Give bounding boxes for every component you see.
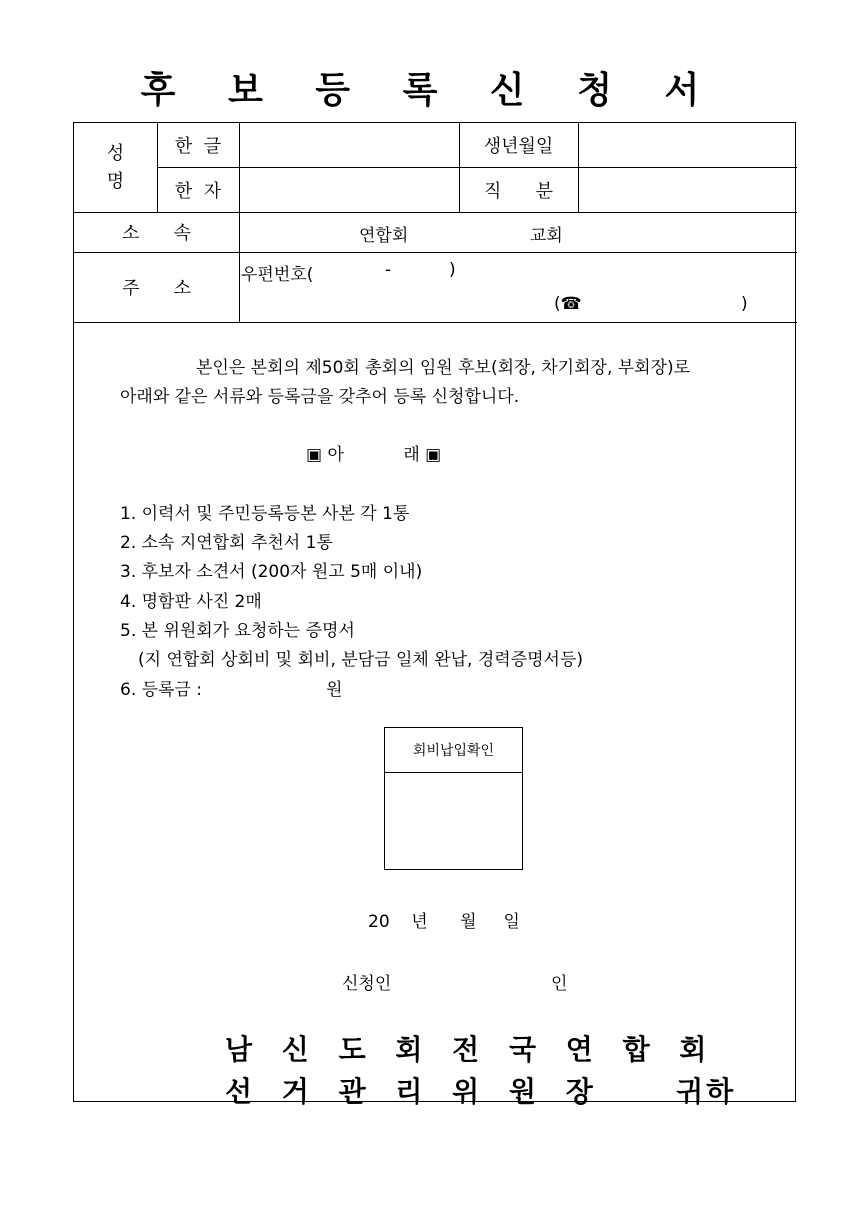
statement-line-1: 본인은 본회의 제50회 총회의 임원 후보(회장, 차기회장, 부회장)로 <box>196 358 691 378</box>
name-label-bottom: 명 <box>106 170 125 192</box>
recipient-line: 선 거 관 리 위 원 장 귀하 <box>225 1075 737 1108</box>
affiliation-label: 소 속 <box>121 223 192 244</box>
payment-confirmation-box <box>384 727 523 870</box>
notice-heading: ▣ 아 래 ▣ <box>306 445 442 465</box>
list-item: 5. 본 위원회가 요청하는 증명서 <box>120 621 355 641</box>
organization-name: 남 신 도 회 전 국 연 합 회 <box>225 1033 710 1066</box>
applicant-label: 신청인 <box>342 974 392 994</box>
hanja-label: 한 자 <box>174 180 222 202</box>
fee-unit: 원 <box>326 680 343 700</box>
list-item: 4. 명함판 사진 2매 <box>120 592 262 612</box>
address-field[interactable] <box>239 252 797 322</box>
statement-line-2: 아래와 같은 서류와 등록금을 갖추어 등록 신청합니다. <box>120 387 520 407</box>
date-line: 20 년 월 일 <box>368 912 520 932</box>
list-item: 3. 후보자 소견서 (200자 원고 5매 이내) <box>120 562 423 582</box>
seal-label: 인 <box>551 974 568 994</box>
payment-box-label: 회비납입확인 <box>385 728 522 773</box>
row-divider <box>74 322 797 323</box>
list-item: (지 연합회 상회비 및 회비, 분담금 일체 완납, 경력증명서등) <box>138 650 584 670</box>
name-label-top: 성 <box>106 142 125 164</box>
birth-label: 생년월일 <box>483 136 554 157</box>
phone-open: (☎ <box>554 294 582 314</box>
postal-code-dash: - <box>385 260 392 280</box>
list-item: 6. 등록금 : <box>120 680 203 700</box>
hangul-label: 한 글 <box>174 136 222 157</box>
church-label: 교회 <box>530 226 563 246</box>
phone-close: ) <box>741 294 748 314</box>
list-item: 1. 이력서 및 주민등록등본 사본 각 1통 <box>120 504 410 524</box>
position-label: 직 분 <box>483 180 554 202</box>
application-form <box>73 122 796 1102</box>
affiliation-field[interactable] <box>239 212 797 252</box>
form-title: 후 보 등 록 신 청 서 <box>140 69 720 111</box>
federation-label: 연합회 <box>359 226 409 246</box>
position-field[interactable] <box>578 167 797 212</box>
address-label: 주 소 <box>121 278 192 299</box>
hangul-name-field[interactable] <box>239 123 459 167</box>
postal-code-label: 우편번호( <box>241 265 314 285</box>
hanja-name-field[interactable] <box>239 167 459 212</box>
name-label <box>74 123 157 212</box>
list-item: 2. 소속 지연합회 추천서 1통 <box>120 533 333 553</box>
postal-code-close: ) <box>449 260 456 280</box>
birth-date-field[interactable] <box>578 123 797 167</box>
